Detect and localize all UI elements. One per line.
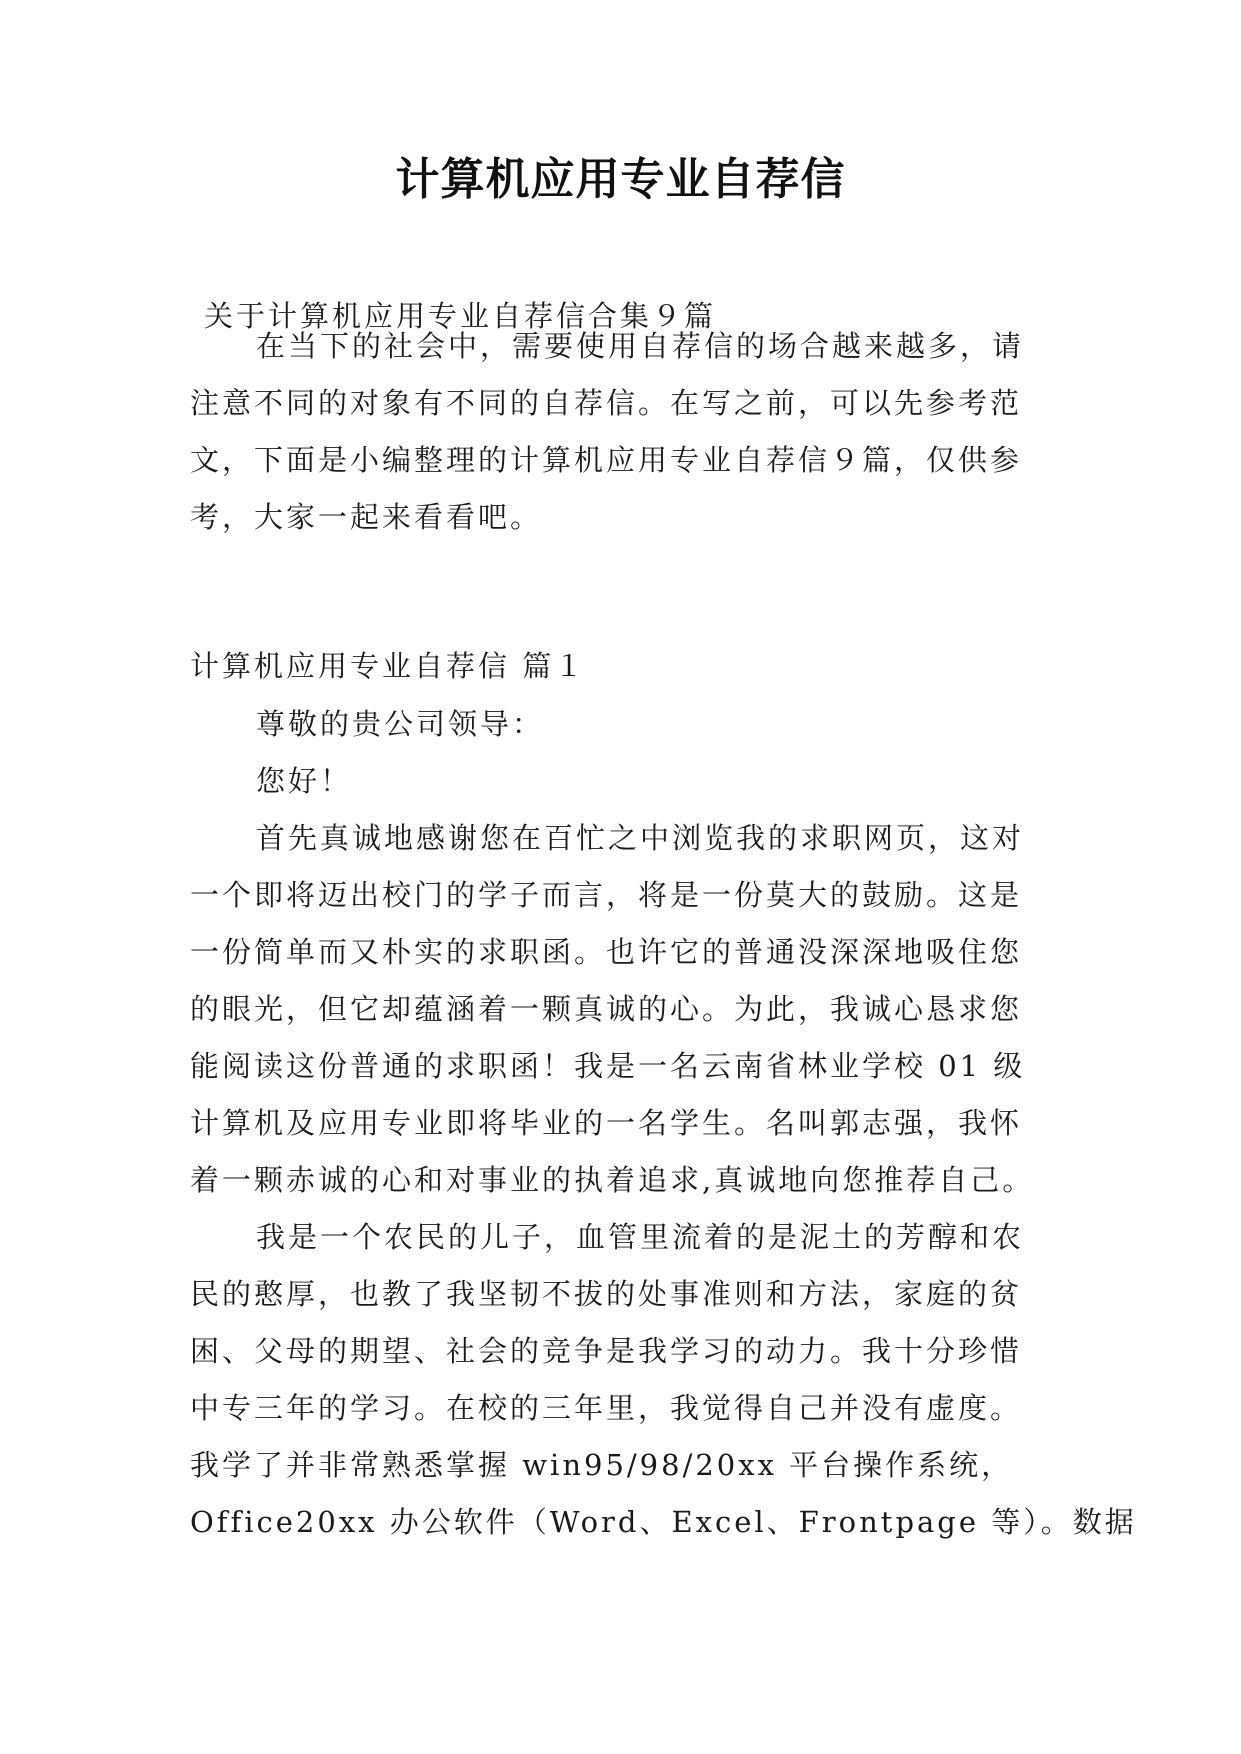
intro-line: 在当下的社会中，需要使用自荐信的场合越来越多，请 [256, 329, 1025, 363]
paragraph-line: 计算机及应用专业即将毕业的一名学生。名叫郭志强，我怀 [190, 1106, 1023, 1140]
document-title: 计算机应用专业自荐信 [395, 154, 846, 205]
paragraph-line: 民的憨厚，也教了我坚韧不拔的处事准则和方法，家庭的贫 [190, 1277, 1023, 1311]
paragraph-line: 中专三年的学习。在校的三年里，我觉得自己并没有虚度。 [190, 1391, 1023, 1425]
paragraph-line: 一个即将迈出校门的学子而言，将是一份莫大的鼓励。这是 [190, 878, 1023, 912]
paragraph-line: 一份简单而又朴实的求职函。也许它的普通没深深地吸住您 [190, 935, 1023, 969]
letter-paragraph-1 [190, 810, 1060, 1209]
intro-line: 注意不同的对象有不同的自荐信。在写之前，可以先参考范 [190, 386, 1023, 420]
intro-line: 文，下面是小编整理的计算机应用专业自荐信９篇，仅供参 [190, 443, 1023, 477]
document-subtitle: 关于计算机应用专业自荐信合集９篇 [204, 299, 717, 333]
paragraph-line: 的眼光，但它却蕴涵着一颗真诚的心。为此，我诚心恳求您 [190, 992, 1023, 1026]
intro-paragraph [190, 318, 1060, 546]
paragraph-line: 我学了并非常熟悉掌握 win95/98/20xx 平台操作系统， [190, 1448, 1014, 1482]
paragraph-line: 困、父母的期望、社会的竞争是我学习的动力。我十分珍惜 [190, 1334, 1023, 1368]
letter-paragraph-2 [190, 1209, 1137, 1551]
paragraph-line: 着一颗赤诚的心和对事业的执着追求,真诚地向您推荐自己。 [190, 1163, 1035, 1197]
paragraph-line: Office20xx 办公软件（Word、Excel、Frontpage 等）。数据 [190, 1505, 1137, 1539]
paragraph-line: 我是一个农民的儿子，血管里流着的是泥土的芳醇和农 [256, 1220, 1025, 1254]
greeting: 您好！ [256, 764, 353, 798]
letter-opening [190, 696, 1060, 810]
paragraph-line: 能阅读这份普通的求职函！我是一名云南省林业学校 01 级 [190, 1049, 1026, 1083]
paragraph-line: 首先真诚地感谢您在百忙之中浏览我的求职网页，这对 [256, 821, 1025, 855]
salutation: 尊敬的贵公司领导： [256, 707, 545, 741]
intro-line: 考，大家一起来看看吧。 [190, 500, 543, 534]
section-heading: 计算机应用专业自荐信 篇１ [190, 649, 587, 683]
